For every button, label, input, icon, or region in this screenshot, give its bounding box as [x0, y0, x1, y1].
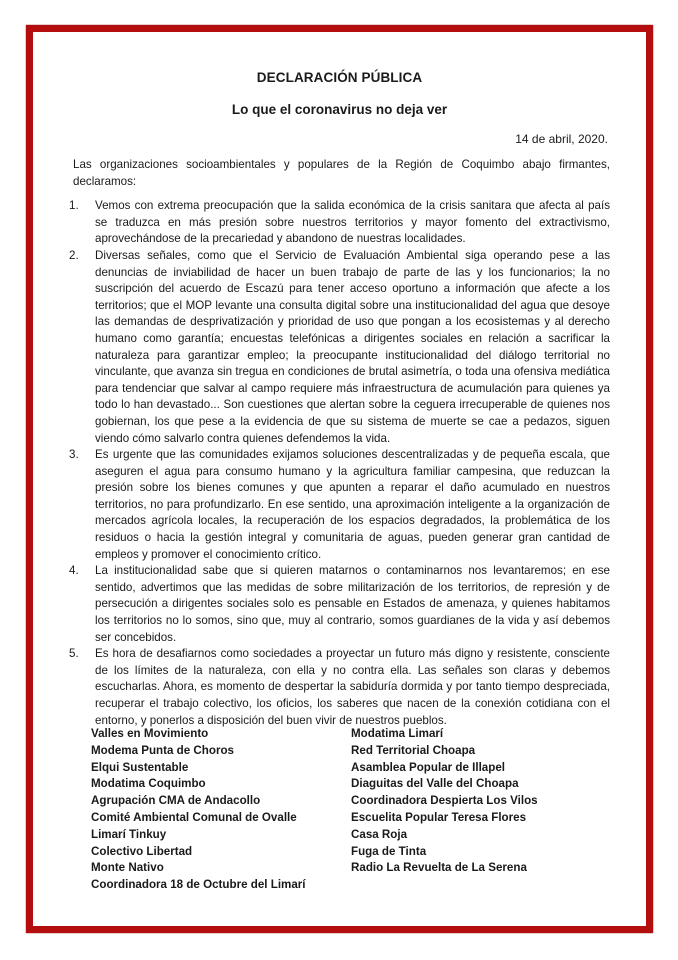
signatory: Red Territorial Choapa: [351, 743, 476, 757]
point-text: Diversas señales, como que el Servicio de Evaluación Ambiental siga operando pese a las denuncias de inviabilidad de hacer un buen trabajo de parte de las y los funcionarios; la no suscripción del acuerdo de Escazú para tener acceso oportuno a información que afecte a los territorios; que el MOP levante una consulta digital sobre una institucionalidad del agua que desoye las demandas de desprivatización y prioridad de uso que pongan a los ecosistemas y al derecho humano como garantía; encuestas telefónicas a dirigentes sociales en relación a sacrificar la naturaleza para garantizar empleo; la preocupante institucionalidad del diálogo territorial no vinculante, que avanza sin tregua en condiciones de brutal asimetría, o toda una ofensiva mediática para tendenciar que salvar al campo requiere más infraestructura de acumulación para quienes ya todo lo han devastado... Son cuestiones que alertan sobre la ceguera irrecuperable de quienes nos gobiernan, los que pese a la evidencia de que su sistema de muerte se cae a pedazos, siguen viendo cómo salvarlo contra quienes defendemos la vida.: [95, 248, 610, 445]
point-number: 1.: [69, 199, 79, 213]
intro-paragraph: Las organizaciones socioambientales y populares de la Región de Coquimbo abajo firmantes, declaramos:: [73, 158, 610, 188]
signatories-right-column: [351, 726, 611, 894]
signatory: Modatima Limarí: [351, 727, 444, 740]
signatories: [91, 726, 611, 894]
signatory: Comité Ambiental Comunal de Ovalle: [91, 810, 297, 824]
signatory: Asamblea Popular de Illapel: [351, 760, 505, 774]
point-text: Es urgente que las comunidades exijamos soluciones descentralizadas y de pequeña escala, que aseguren el agua para consumo humano y la agricultura familiar campesina, que reduzcan la presión sobre los bienes comunes y que apunten a reparar el daño acumulado en nuestros territorios, no para profundizarlo. En ese sentido, una aproximación inteligente a la organización de mercados agrícola locales, la recuperación de los espacios degradados, la problemática de los residuos o hacia la gestión integral y comunitaria de aguas, pueden generar gran cantidad de empleos y promover el conocimiento crítico.: [95, 448, 610, 561]
declaration-point: [69, 447, 610, 563]
point-text: Es hora de desafiarnos como sociedades a proyectar un futuro más digno y resistente, consciente de los límites de la naturaleza, con ella y no contra ella. Las señales son claras y debemos escucharlas. Ahora, es momento de despertar la sabiduría dormida y por tanto tiempo despreciada, recuperar el trabajo colectivo, los oficios, los saberes que nacen de la conexión cotidiana con el entorno, y ponerlos a disposición del buen vivir de nuestros pueblos.: [95, 647, 610, 727]
point-number: 4.: [69, 564, 79, 578]
signatory: Fuga de Tinta: [351, 844, 427, 858]
point-text: Vemos con extrema preocupación que la salida económica de la crisis sanitara que afecta al país se traduzca en más presión sobre nuestros territorios y mayor fomento del extractivismo, aprovechándose de la precariedad y abandono de nuestras localidades.: [95, 199, 610, 246]
signatory: Colectivo Libertad: [91, 844, 193, 858]
signatory: Elqui Sustentable: [91, 760, 189, 774]
document-title: DECLARACIÓN PÚBLICA: [256, 70, 423, 85]
signatory: Coordinadora 18 de Octubre del Limarí: [91, 878, 306, 892]
point-number: 3.: [69, 448, 79, 462]
signatory: Casa Roja: [351, 827, 408, 841]
signatory: Modatima Coquimbo: [91, 777, 206, 791]
signatories-left-column: [91, 726, 351, 894]
signatory: Coordinadora Despierta Los Vilos: [351, 794, 538, 808]
document-date: 14 de abril, 2020.: [515, 132, 608, 146]
point-text: La institucionalidad sabe que si quieren matarnos o contaminarnos nos levantaremos; en ese sentido, advertimos que las medidas de sobre militarización de los territorios, de represión y de persecución a dirigentes sociales solo es pensable en Estados de amenaza, y quienes habitamos los territorios no lo somos, sino que, muy al contrario, somos guardianes de la vida y así debemos ser concebidos.: [95, 564, 610, 644]
declaration-point: [69, 248, 610, 447]
point-number: 2.: [69, 248, 79, 262]
signatory: Limarí Tinkuy: [91, 827, 167, 841]
declaration-point: [69, 563, 610, 646]
signatory: Modema Punta de Choros: [91, 743, 235, 757]
document-subtitle: Lo que el coronavirus no deja ver: [231, 102, 448, 117]
declaration-point: [69, 198, 610, 248]
signatory: Valles en Movimiento: [91, 727, 209, 740]
signatory: Diaguitas del Valle del Choapa: [351, 777, 519, 791]
declaration-points: [69, 198, 610, 729]
signatory: Escuelita Popular Teresa Flores: [351, 810, 527, 824]
signatory: Agrupación CMA de Andacollo: [91, 794, 261, 808]
document-body: [69, 157, 610, 729]
signatory: Monte Nativo: [91, 861, 164, 875]
point-number: 5.: [69, 647, 79, 661]
signatory: Radio La Revuelta de La Serena: [351, 861, 527, 875]
declaration-point: [69, 646, 610, 729]
declaration-frame: [26, 25, 653, 933]
